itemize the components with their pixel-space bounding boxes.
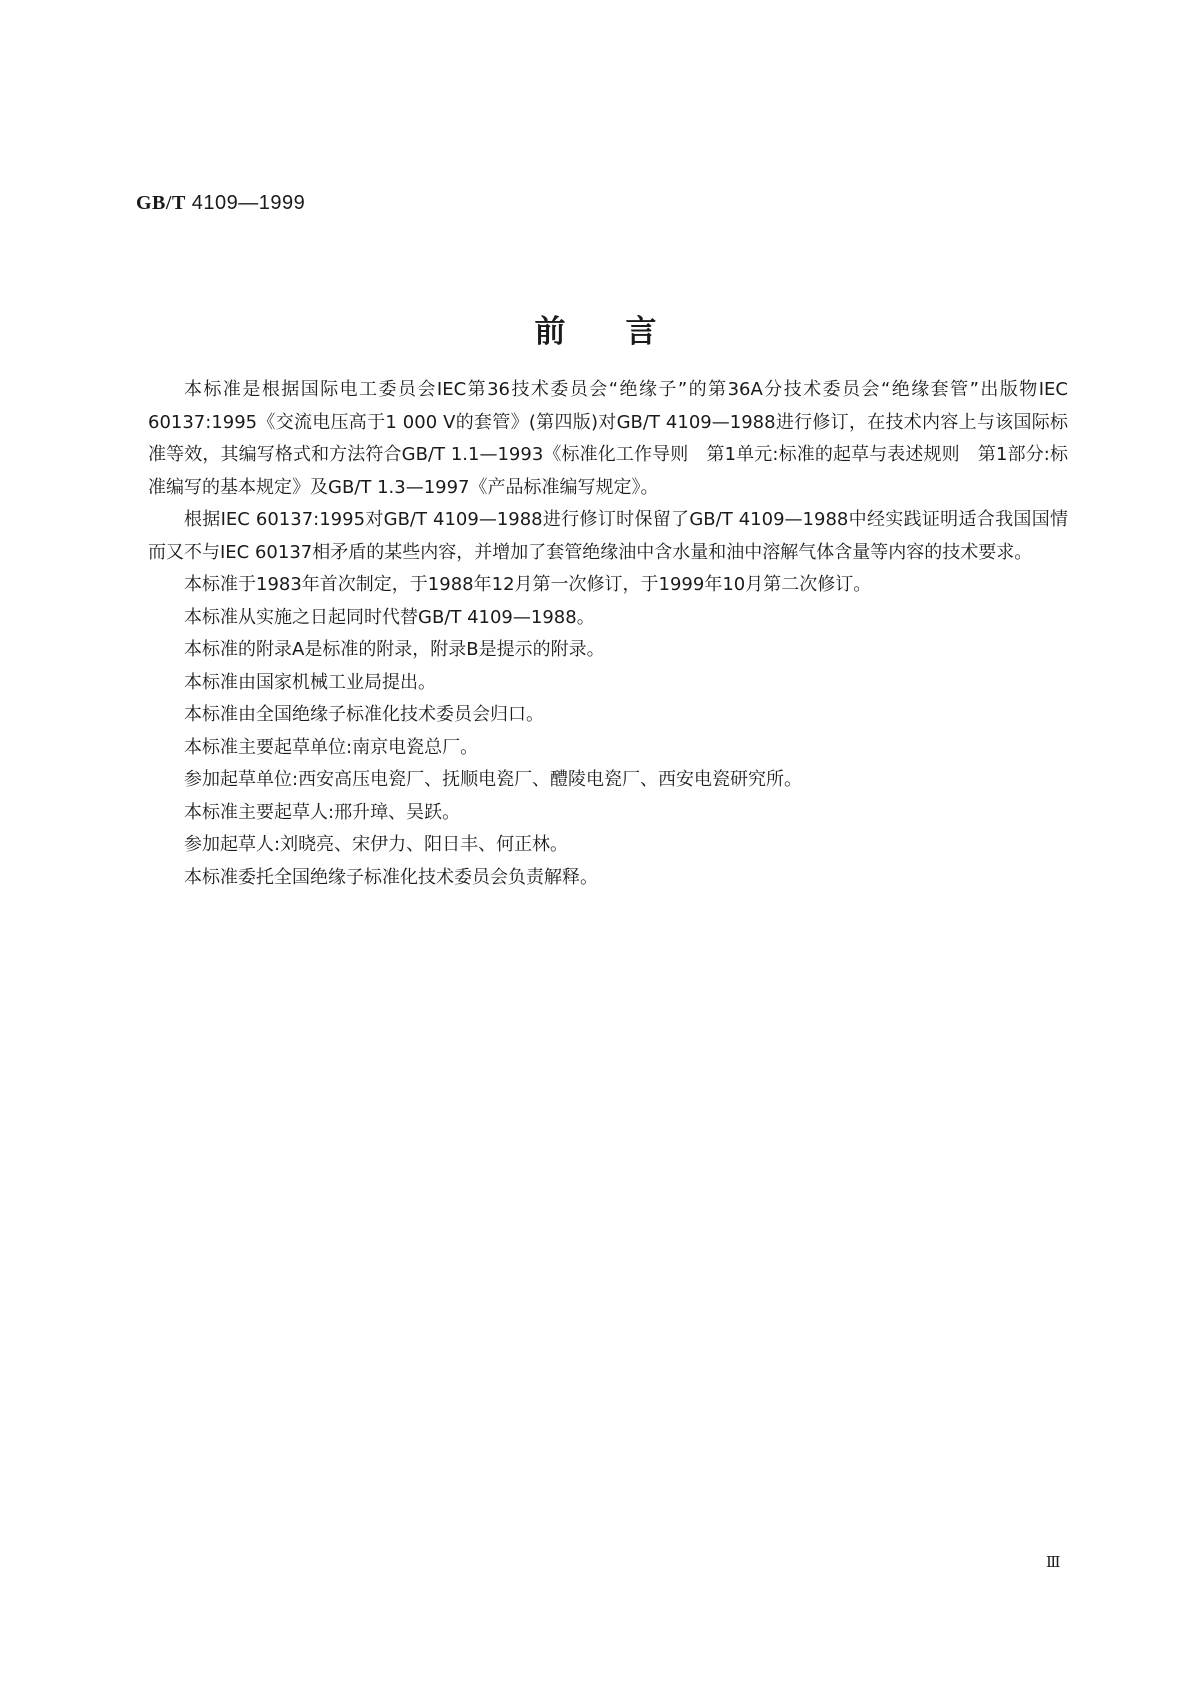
foreword-body: [148, 374, 1068, 894]
paragraph: 参加起草人:刘晓亮、宋伊力、阳日丰、何正林。: [184, 834, 569, 855]
paragraph: 本标准于1983年首次制定，于1988年12月第一次修订，于1999年10月第二次修订。: [184, 574, 872, 595]
paragraph: 本标准的附录A是标准的附录，附录B是提示的附录。: [184, 639, 605, 660]
standard-code-header: [136, 190, 305, 215]
paragraph: 本标准由国家机械工业局提出。: [184, 671, 436, 693]
paragraph: 本标准从实施之日起同时代替GB/T 4109—1988。: [184, 606, 595, 628]
paragraph: 本标准主要起草单位:南京电瓷总厂。: [184, 736, 479, 758]
paragraph: 根据IEC 60137:1995对GB/T 4109—1988进行修订时保留了GB/T 4109—1988中经实践证明适合我国国情而又不与IEC 60137相矛盾的某些内容，并增加了套管绝缘油中含水量和油中溶解气体含量等内容的技术要求。: [148, 509, 1068, 563]
paragraph: 本标准是根据国际电工委员会IEC第36技术委员会“绝缘子”的第36A分技术委员会“绝缘套管”出版物IEC 60137:1995《交流电压高于1 000 V的套管》(第四版)对GB/T 4109—1988进行修订，在技术内容上与该国际标准等效，其编写格式和方法符合GB/T 1.1—1993《标准化工作导则 第1单元:标准的起草与表述规则 第1部分:标准编写的基本规定》及GB/T 1.3—1997《产品标准编写规定》。: [148, 379, 1068, 498]
standard-prefix: GB/T: [136, 192, 186, 214]
page-title: 前言: [534, 314, 717, 350]
paragraph: 本标准由全国绝缘子标准化技术委员会归口。: [184, 704, 544, 725]
paragraph: 参加起草单位:西安高压电瓷厂、抚顺电瓷厂、醴陵电瓷厂、西安电瓷研究所。: [184, 769, 803, 790]
paragraph: 本标准委托全国绝缘子标准化技术委员会负责解释。: [184, 866, 598, 888]
page-number: Ⅲ: [1046, 1553, 1061, 1571]
paragraph: 本标准主要起草人:邢升璋、吴跃。: [184, 801, 461, 823]
standard-number: 4109—1999: [191, 192, 306, 214]
